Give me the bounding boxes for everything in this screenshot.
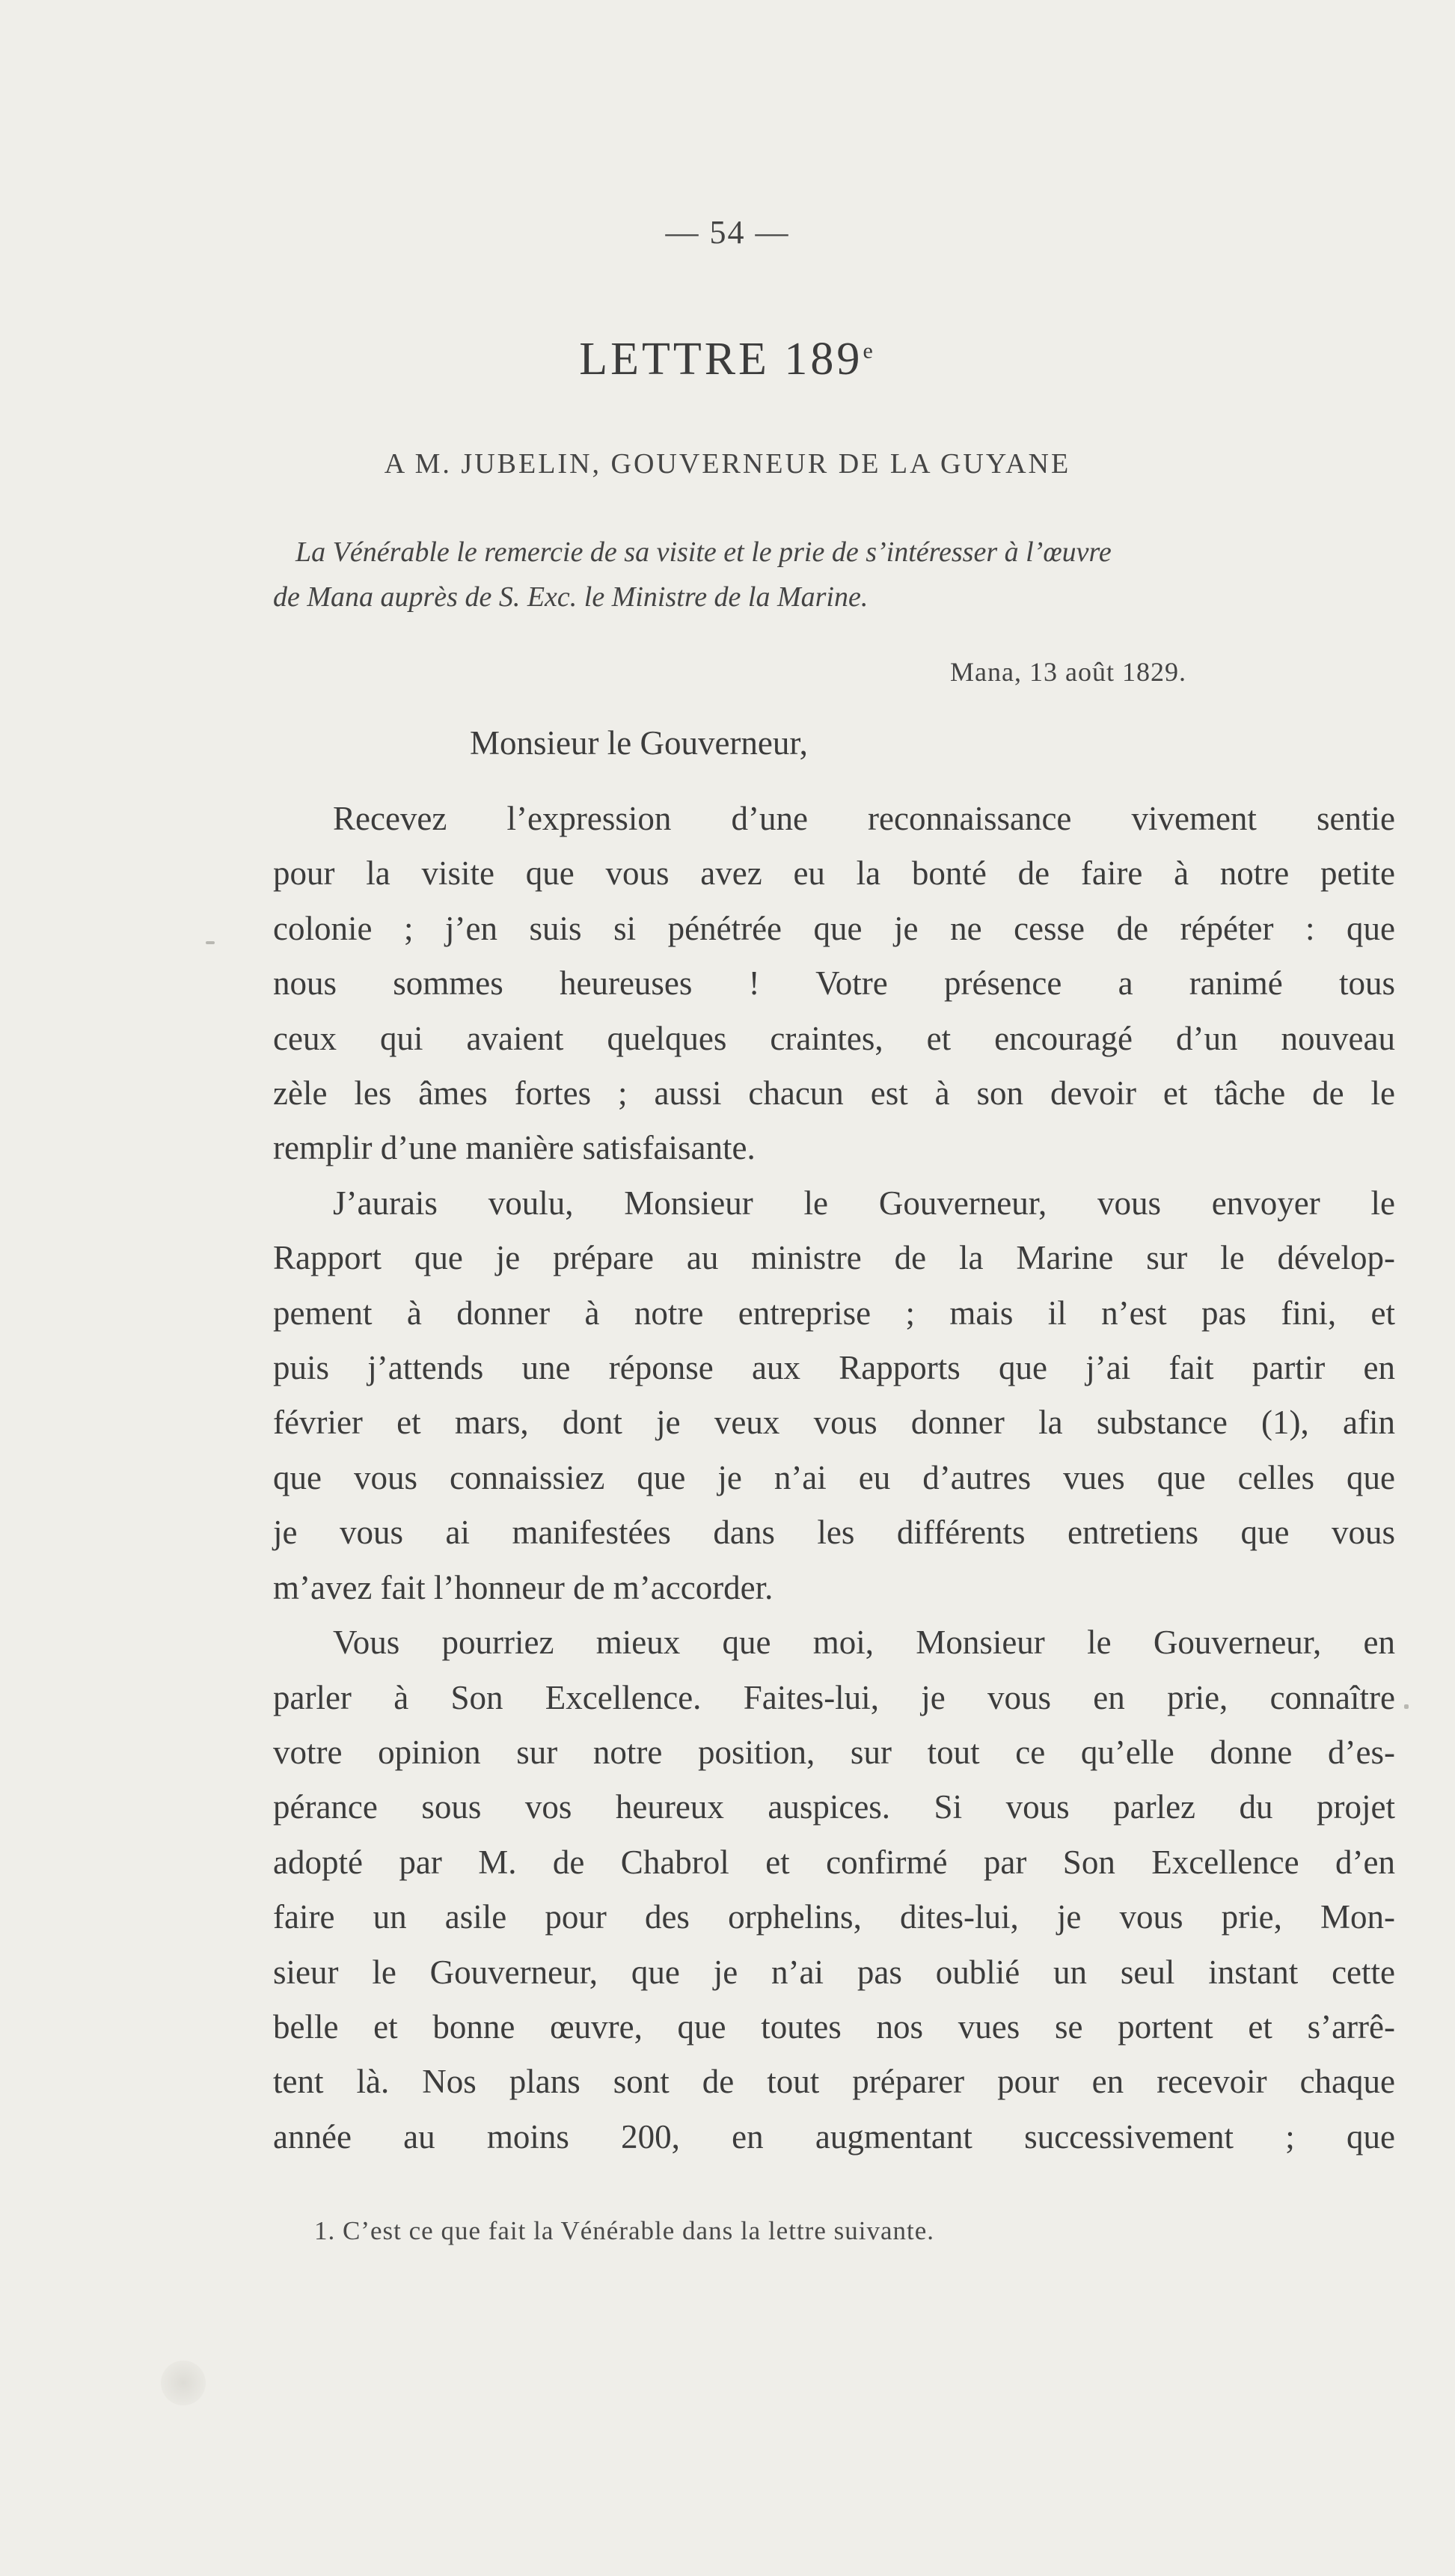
body-line: faire un asile pour des orphelins, dites-lui, je vous prie, Mon-	[273, 1898, 1395, 1936]
body-line: colonie ; j’en suis si pénétrée que je ne cesse de répéter : que	[273, 909, 1395, 947]
letter-title-text: LETTRE 189	[579, 334, 863, 385]
letter-salutation: Monsieur le Gouverneur,	[470, 724, 808, 762]
body-line: m’avez fait l’honneur de m’accorder.	[273, 1568, 774, 1606]
paragraph-3	[273, 1615, 1395, 2164]
letter-title	[0, 333, 1455, 386]
body-line: ceux qui avaient quelques craintes, et encouragé d’un nouveau	[273, 1019, 1395, 1057]
body-line: pérance sous vos heureux auspices. Si vous parlez du projet	[273, 1788, 1395, 1826]
letter-addressee: A M. JUBELIN, GOUVERNEUR DE LA GUYANE	[384, 448, 1071, 480]
body-line: remplir d’une manière satisfaisante.	[273, 1129, 756, 1167]
body-line: votre opinion sur notre position, sur tout ce qu’elle donne d’es-	[273, 1733, 1395, 1771]
body-line: Rapport que je prépare au ministre de la Marine sur le dévelop-	[273, 1239, 1395, 1277]
body-line: pement à donner à notre entreprise ; mais il n’est pas fini, et	[273, 1294, 1395, 1332]
body-line: belle et bonne œuvre, que toutes nos vues se portent et s’arrê-	[273, 2007, 1395, 2046]
footnote: 1. C’est ce que fait la Vénérable dans la lettre suivante.	[314, 2216, 934, 2245]
letter-summary	[273, 530, 1395, 619]
summary-line: de Mana auprès de S. Exc. le Ministre de la Marine.	[273, 581, 869, 613]
body-line: année au moins 200, en augmentant successivement ; que	[273, 2117, 1395, 2156]
body-line: adopté par M. de Chabrol et confirmé par Son Excellence d’en	[273, 1843, 1395, 1881]
letter-title-superscript: e	[863, 338, 876, 364]
summary-line: La Vénérable le remercie de sa visite et le prie de s’intéresser à l’œuvre	[295, 536, 1112, 568]
paper-stain	[161, 2361, 206, 2405]
paper-speck	[206, 941, 215, 944]
body-line: parler à Son Excellence. Faites-lui, je vous en prie, connaître	[273, 1678, 1395, 1716]
paragraph-1	[273, 792, 1395, 1176]
body-line: puis j’attends une réponse aux Rapports que j’ai fait partir en	[273, 1349, 1395, 1387]
body-line: pour la visite que vous avez eu la bonté de faire à notre petite	[273, 854, 1395, 893]
body-line: J’aurais voulu, Monsieur le Gouverneur, vous envoyer le	[333, 1184, 1395, 1222]
letter-body	[273, 792, 1395, 2164]
body-line: Recevez l’expression d’une reconnaissance vivement sentie	[333, 800, 1395, 837]
body-line: nous sommes heureuses ! Votre présence a ranimé tous	[273, 964, 1395, 1003]
letter-dateline: Mana, 13 août 1829.	[950, 657, 1186, 687]
page-number: — 54 —	[665, 214, 790, 251]
body-line: que vous connaissiez que je n’ai eu d’autres vues que celles que	[273, 1458, 1395, 1496]
paper-speck	[1404, 1704, 1409, 1709]
body-line: tent là. Nos plans sont de tout préparer pour en recevoir chaque	[273, 2063, 1395, 2101]
body-line: je vous ai manifestées dans les différents entretiens que vous	[273, 1514, 1395, 1552]
paragraph-2	[273, 1176, 1395, 1615]
body-line: Vous pourriez mieux que moi, Monsieur le Gouverneur, en	[333, 1624, 1395, 1662]
body-line: février et mars, dont je veux vous donner la substance (1), afin	[273, 1404, 1395, 1442]
body-line: zèle les âmes fortes ; aussi chacun est à son devoir et tâche de le	[273, 1074, 1395, 1113]
body-line: sieur le Gouverneur, que je n’ai pas oublié un seul instant cette	[273, 1953, 1395, 1991]
